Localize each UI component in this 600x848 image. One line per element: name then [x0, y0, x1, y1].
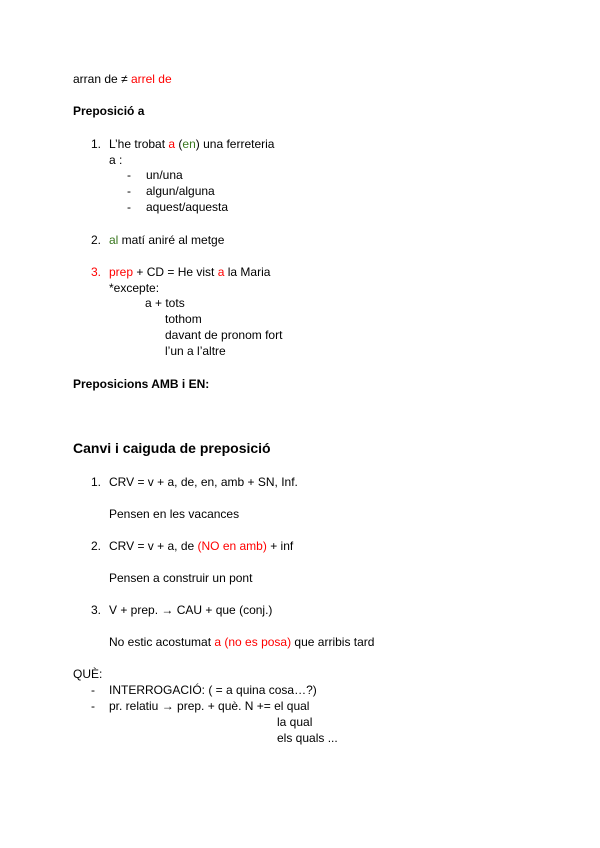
bullet-dash: - [127, 168, 131, 182]
intro-line [73, 72, 172, 87]
example-line: No estic acostumat a (no es posa) que arribis tard [109, 635, 375, 649]
list-item: al matí aniré al metge [109, 233, 225, 247]
que-title: QUÈ: [73, 667, 103, 681]
list-number: 1. [91, 137, 102, 151]
list-number: 3. [91, 603, 102, 617]
bullet-item: aquest/aquesta [146, 200, 229, 214]
except-rule: a + tots [145, 296, 185, 310]
bullet-dash: - [127, 200, 131, 214]
highlight-red: (NO en amb) [197, 539, 267, 553]
que-extra: els quals ... [277, 731, 338, 745]
highlight-red: a [217, 265, 225, 279]
list-number: 3. [91, 265, 102, 279]
highlight-green: en [182, 137, 196, 151]
except-item: l’un a l’altre [165, 344, 226, 358]
except-label: *excepte: [109, 281, 160, 295]
list-number: 2. [91, 233, 102, 247]
list-number: 2. [91, 539, 102, 553]
bullet-item: INTERROGACIÓ: ( = a quina cosa…?) [109, 683, 317, 697]
intro-red-text: arrel de [130, 72, 172, 86]
bullet-item: pr. relatiu → prep. + què. N += el qual [109, 699, 310, 713]
example-line: Pensen a construir un pont [109, 571, 253, 585]
except-item: davant de pronom fort [165, 328, 283, 342]
list-item: L’he trobat a (en) una ferreteria [109, 137, 275, 151]
highlight-red: a [168, 137, 176, 151]
highlight-red: a (no es posa) [214, 635, 292, 649]
highlight-red: prep [109, 265, 134, 279]
bullet-dash: - [91, 683, 95, 697]
bullet-dash: - [91, 699, 95, 713]
section-title-amb-en: Preposicions AMB i EN: [73, 377, 210, 391]
bullet-dash: - [127, 184, 131, 198]
list-item: V + prep. → CAU + que (conj.) [109, 603, 273, 617]
section-title-canvi: Canvi i caiguda de preposició [73, 440, 271, 456]
bullet-item: algun/alguna [146, 184, 215, 198]
list-item: prep + CD = He vist a la Maria [109, 265, 271, 279]
section-title-preposicio-a: Preposició a [73, 104, 145, 118]
list-number: 1. [91, 475, 102, 489]
list-item: CRV = v + a, de (NO en amb) + inf [109, 539, 294, 553]
example-line: Pensen en les vacances [109, 507, 240, 521]
highlight-green: al [109, 233, 119, 247]
bullet-item: un/una [146, 168, 183, 182]
list-subline: a : [109, 153, 123, 167]
except-item: tothom [165, 312, 202, 326]
que-extra: la qual [277, 715, 313, 729]
intro-text: arran de ≠ [73, 72, 131, 86]
list-item: CRV = v + a, de, en, amb + SN, Inf. [109, 475, 298, 489]
